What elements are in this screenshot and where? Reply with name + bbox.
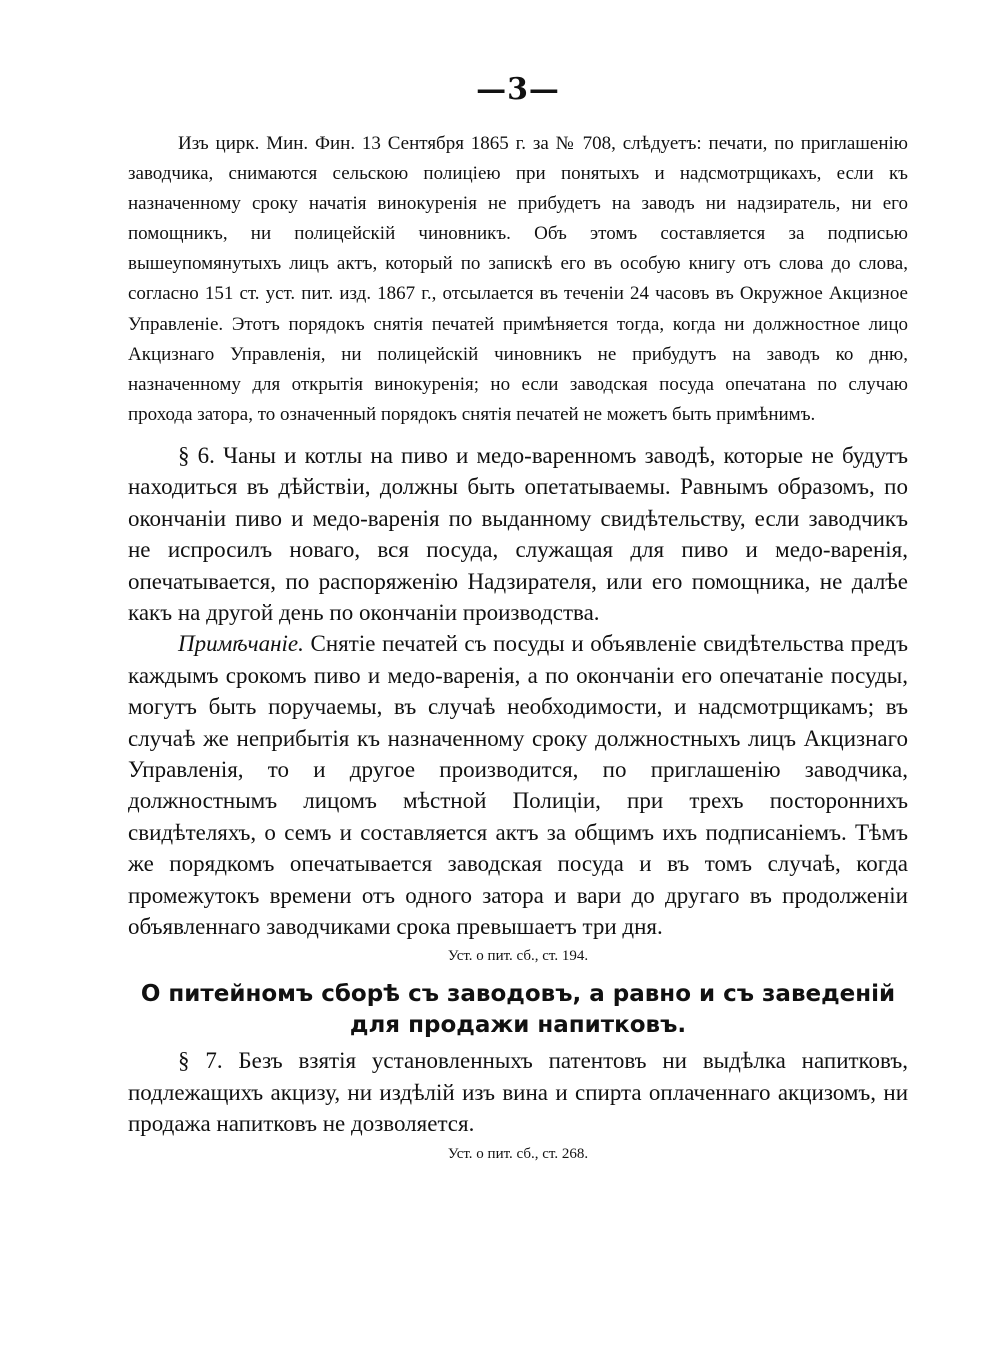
source-citation-194: Уст. о пит. сб., ст. 194. <box>447 948 589 965</box>
page-number: —3— <box>476 72 560 107</box>
section-heading: О питейномъ сборѣ съ заводовъ, а равно и съ заведеній для продажи напитковъ. <box>140 981 896 1039</box>
section-6-paragraph: § 6. Чаны и котлы на пиво и медо-варенномъ заводѣ, которые не будутъ находиться въ дѣйствіи, должны быть опетатываемы. Равнымъ образомъ, по окончаніи пиво и медо-варенія по выданному свидѣтельству, если заводчикъ не испросилъ новаго, вся посуда, служащая для пиво и медо-варенія, опечатывается, по распоряженію Надзирателя, или его помощника, не далѣе какъ на другой день по окончаніи производства. <box>128 442 908 625</box>
note-label: Примѣчаніе. <box>178 631 304 657</box>
note-paragraph <box>128 628 908 942</box>
document-page <box>128 72 908 1173</box>
section-7-paragraph: § 7. Безъ взятія установленныхъ патентовъ ни выдѣлка напитковъ, подлежащихъ акцизу, ни издѣлій изъ вина и спирта оплаченнаго акцизомъ, ни продажа напитковъ не дозволяется. <box>128 1048 908 1137</box>
paragraph-circular: Изъ цирк. Мин. Фин. 13 Сентября 1865 г. за № 708, слѣдуетъ: печати, по приглашенію заводчика, снимаются сельскою полиціею при понятыхъ и надсмотрщикахъ, если къ назначенному сроку начатія винокуренія не прибудетъ на заводъ ни надзиратель, ни его помощникъ, ни полицейскій чиновникъ. Объ этомъ составляется за подписью вышеупомянутыхъ лицъ актъ, который по запискѣ его въ особую книгу отъ слова до слова, согласно 151 ст. уст. пит. изд. 1867 г., отсылается въ теченіи 24 часовъ въ Окружное Акцизное Управленіе. Этотъ порядокъ снятія печатей примѣняется тогда, когда ни должностное лицо Акцизнаго Управленія, ни полицейскій чиновникъ не прибудутъ на заводъ ко дню, назначенному для открытія винокуренія; но если заводская посуда опечатана по случаю прохода затора, то означенный порядокъ снятія печатей не можетъ быть примѣнимъ. <box>128 133 908 425</box>
source-citation-268: Уст. о пит. сб., ст. 268. <box>447 1145 589 1162</box>
note-text: Снятіе печатей съ посуды и объявленіе свидѣтельства предъ каждымъ срокомъ пиво и медо-варенія, а по окончаніи его опечатаніе посуды, могутъ быть поручаемы, въ случаѣ необходимости, и надсмотрщикамъ; въ случаѣ же неприбытія къ назначенному сроку должностныхъ лицъ Акцизнаго Управленія, то и другое производится, по приглашенію заводчика, должностнымъ лицомъ мѣстной Полиціи, при трехъ постороннихъ свидѣтеляхъ, о семъ и составляется актъ за общимъ ихъ подписаніемъ. Тѣмъ же порядкомъ опечатывается заводская посуда и въ томъ случаѣ, когда промежутокъ времени отъ одного затора и вари до другаго въ продолженіи объявленнаго заводчиками срока превышаетъ три дня. <box>128 631 908 940</box>
